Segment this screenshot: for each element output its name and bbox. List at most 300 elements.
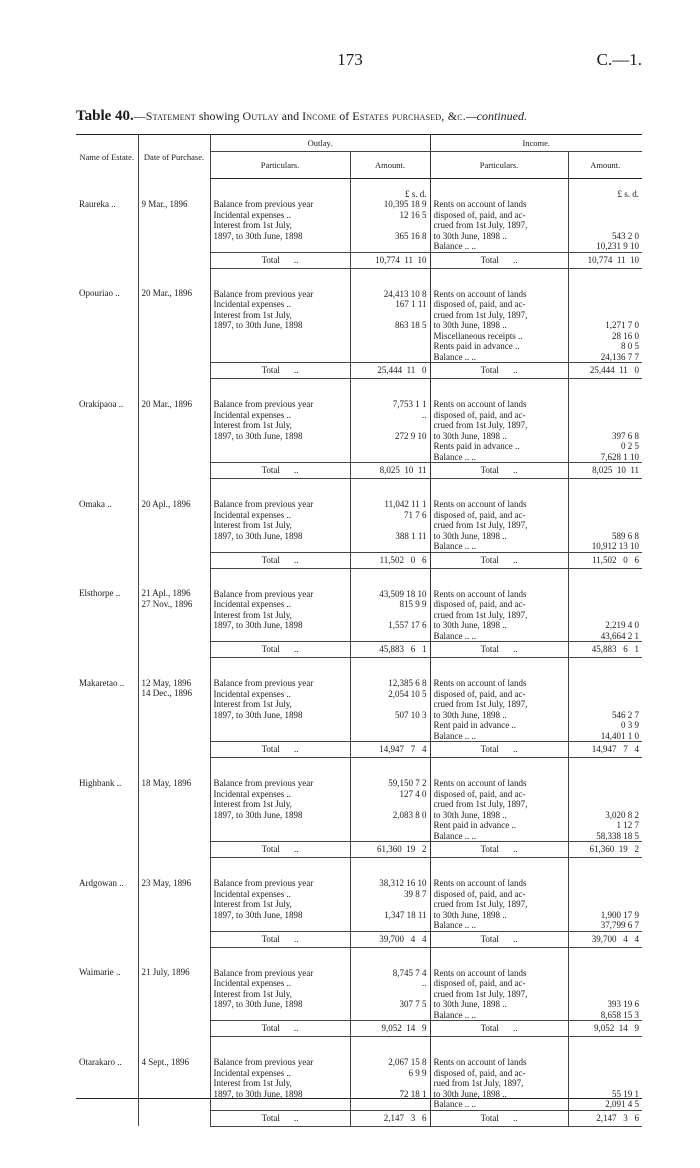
outlay-particular: Interest from 1st July, <box>213 1078 292 1088</box>
outlay-amounts <box>350 379 430 463</box>
income-amounts <box>568 568 642 642</box>
income-amount <box>572 678 640 689</box>
total-label-income: Total .. <box>430 931 568 947</box>
blank-cell <box>138 552 210 568</box>
blank-cell <box>76 931 138 947</box>
total-row <box>76 1021 642 1037</box>
estate-name: Ardgowan .. <box>79 877 124 888</box>
income-particular: to 30th June, 1898 .. <box>433 909 507 920</box>
income-amount <box>572 210 640 221</box>
income-amount <box>572 799 640 810</box>
title-and: and <box>278 109 303 123</box>
header-outlay-amount: Amount. <box>350 152 430 179</box>
income-particular: Balance .. .. <box>433 1099 476 1109</box>
income-particular: to 30th June, 1898 .. <box>433 999 507 1009</box>
income-amount <box>572 310 640 321</box>
outlay-particular: Balance from previous year <box>213 878 314 888</box>
blank-cell <box>76 363 138 379</box>
outlay-amount: 167 1 11 <box>395 299 427 309</box>
income-particular: disposed of, paid, and ac- <box>433 978 526 988</box>
income-particular: disposed of, paid, and ac- <box>433 509 526 520</box>
outlay-amount: 43,509 18 10 <box>379 588 427 599</box>
outlay-particular: Interest from 1st July, <box>213 699 292 709</box>
title-income: Income <box>302 109 337 123</box>
total-label-outlay: Total .. <box>210 463 350 479</box>
header-outlay-particulars: Particulars. <box>210 152 350 179</box>
income-particular: Balance .. .. <box>433 920 476 930</box>
outlay-amount: 10,395 18 9 <box>383 199 427 209</box>
income-amount: 0 3 9 <box>621 720 639 730</box>
blank-cell <box>76 552 138 568</box>
total-income: 9,052 14 9 <box>568 1021 642 1037</box>
income-particular: crued from 1st July, 1897, <box>433 520 528 530</box>
outlay-particular: Incidental expenses .. <box>213 299 291 309</box>
income-amount <box>572 778 640 789</box>
total-label-outlay: Total .. <box>210 1021 350 1037</box>
income-particular: disposed of, paid, and ac- <box>433 409 526 420</box>
income-amount: 8 0 5 <box>621 341 639 351</box>
outlay-amounts <box>350 947 430 1021</box>
outlay-particular: Incidental expenses .. <box>213 599 291 609</box>
total-row <box>76 642 642 658</box>
blank-cell <box>138 931 210 947</box>
outlay-particular: Balance from previous year <box>213 778 314 788</box>
estate-name: Omaka .. <box>79 498 112 509</box>
total-row <box>76 252 642 268</box>
estate-row <box>76 858 642 932</box>
income-particulars <box>430 658 568 742</box>
total-label-outlay: Total .. <box>210 742 350 758</box>
income-particular: crued from 1st July, 1897, <box>433 420 528 430</box>
total-income: 14,947 7 4 <box>568 742 642 758</box>
outlay-amount: 1,557 17 6 <box>388 620 427 630</box>
outlay-particular: Balance from previous year <box>213 399 314 409</box>
total-label-income: Total .. <box>430 842 568 858</box>
purchase-date: 21 Apl., 1896 <box>141 588 191 598</box>
outlay-amount: .. <box>422 978 427 988</box>
outlay-amount: 2,067 15 8 <box>388 1057 427 1067</box>
blank-cell <box>138 1021 210 1037</box>
income-amount: 2,091 4 5 <box>605 1099 639 1109</box>
leader-dots: .. <box>512 254 518 265</box>
purchase-date: 9 Mar., 1896 <box>141 198 188 209</box>
header-income-particulars: Particulars. <box>430 152 568 179</box>
outlay-particular: 1897, to 30th June, 1898 <box>213 809 303 820</box>
total-outlay: 25,444 11 0 <box>350 363 430 379</box>
income-amounts <box>568 179 642 253</box>
income-particular: Rent paid in advance .. <box>433 720 516 730</box>
total-label-income: Total .. <box>430 552 568 568</box>
purchase-date: 14 Dec., 1896 <box>141 688 192 698</box>
outlay-amount: 7,753 1 1 <box>392 399 427 409</box>
total-row <box>76 842 642 858</box>
total-income: 10,774 11 10 <box>568 252 642 268</box>
estate-row <box>76 268 642 363</box>
income-amount <box>572 499 640 510</box>
income-particular: Rents on account of lands <box>433 967 527 978</box>
estate-row <box>76 479 642 553</box>
total-outlay: 61,360 19 2 <box>350 842 430 858</box>
income-amounts <box>568 858 642 932</box>
estate-row <box>76 947 642 1021</box>
income-particular: to 30th June, 1898 .. <box>433 530 507 541</box>
page-number: 173 <box>337 50 363 69</box>
total-row <box>76 931 642 947</box>
outlay-amount <box>354 799 427 810</box>
income-amounts <box>568 658 642 742</box>
outlay-particular: 1897, to 30th June, 1898 <box>213 999 303 1009</box>
outlay-particular: Balance from previous year <box>213 199 314 209</box>
total-outlay: 39,700 4 4 <box>350 931 430 947</box>
outlay-particular: Incidental expenses .. <box>213 688 291 699</box>
outlay-amount: 11,042 11 1 <box>384 499 427 509</box>
outlay-amount: 72 18 1 <box>399 1088 427 1099</box>
outlay-amount: 12 16 5 <box>399 209 427 220</box>
income-amounts <box>568 268 642 363</box>
income-particular: crued from 1st July, 1897, <box>433 309 528 320</box>
outlay-particular: 1897, to 30th June, 1898 <box>213 709 303 720</box>
purchase-date-cell <box>138 568 210 642</box>
income-particulars <box>430 858 568 932</box>
outlay-particulars <box>210 268 350 363</box>
total-outlay: 10,774 11 10 <box>350 252 430 268</box>
outlay-particular: Incidental expenses .. <box>213 409 291 420</box>
income-amount: 10,231 9 10 <box>596 241 639 251</box>
outlay-particular: 1897, to 30th June, 1898 <box>213 230 303 241</box>
income-particular: Rents on account of lands <box>433 778 527 788</box>
total-label-income: Total .. <box>430 742 568 758</box>
outlay-particulars <box>210 379 350 463</box>
leader-dots: .. <box>293 644 299 655</box>
outlay-amount: 127 4 0 <box>399 788 427 799</box>
income-particular: to 30th June, 1898 .. <box>433 320 507 330</box>
blank-cell <box>76 1021 138 1037</box>
income-amount: 0 2 5 <box>621 441 639 451</box>
outlay-amount <box>354 699 427 710</box>
income-particular: Balance .. .. <box>433 351 476 362</box>
outlay-particulars <box>210 568 350 642</box>
outlay-amount: 8,745 7 4 <box>392 967 427 978</box>
outlay-amount <box>354 610 427 621</box>
outlay-particular: Interest from 1st July, <box>213 988 292 999</box>
estate-name: Makaretao .. <box>79 677 125 688</box>
income-amounts <box>568 947 642 1021</box>
total-row <box>76 463 642 479</box>
outlay-particular: 1897, to 30th June, 1898 <box>213 430 303 441</box>
outlay-particular: Incidental expenses .. <box>213 788 291 799</box>
income-amount <box>572 589 640 600</box>
income-particular: disposed of, paid, and ac- <box>433 688 526 699</box>
income-particular: crued from 1st July, 1897, <box>433 988 528 999</box>
estate-row <box>76 758 642 842</box>
outlay-amounts <box>350 758 430 842</box>
leader-dots: .. <box>293 1023 299 1034</box>
total-outlay: 9,052 14 9 <box>350 1021 430 1037</box>
blank-cell <box>138 742 210 758</box>
outlay-amount <box>354 989 427 1000</box>
income-particular: Rents on account of lands <box>433 678 527 688</box>
income-particular: crued from 1st July, 1897, <box>433 799 528 809</box>
income-amount: 546 2 7 <box>612 709 639 720</box>
estate-name: Otarakaro .. <box>79 1056 122 1067</box>
outlay-particular: Interest from 1st July, <box>213 309 292 320</box>
income-particular: Balance .. .. <box>433 630 476 641</box>
income-particular: Rents on account of lands <box>433 1057 527 1067</box>
outlay-particular: Incidental expenses .. <box>213 888 291 899</box>
income-particular: to 30th June, 1898 .. <box>433 709 507 720</box>
income-amount <box>572 689 640 700</box>
income-amount: 1 12 7 <box>616 820 639 830</box>
outlay-particular: 1897, to 30th June, 1898 <box>213 1088 303 1099</box>
income-particular: Rents on account of lands <box>433 499 527 509</box>
outlay-amounts <box>350 179 430 253</box>
income-particulars <box>430 758 568 842</box>
outlay-particular: Interest from 1st July, <box>213 799 292 809</box>
outlay-amount <box>354 899 427 910</box>
header-outlay: Outlay. <box>210 135 430 152</box>
income-particulars <box>430 568 568 642</box>
total-label-outlay: Total .. <box>210 363 350 379</box>
outlay-particular: Balance from previous year <box>213 678 314 688</box>
income-amount <box>572 968 640 979</box>
outlay-particular: 1897, to 30th June, 1898 <box>213 320 303 330</box>
income-amount <box>572 789 640 800</box>
income-amount: 3,020 8 2 <box>605 809 639 820</box>
purchase-date: 27 Nov., 1896 <box>141 598 193 609</box>
title-showing: showing <box>195 109 243 123</box>
income-amount: 37,799 6 7 <box>600 920 639 930</box>
leader-dots: .. <box>293 365 299 376</box>
outlay-particular: Incidental expenses .. <box>213 978 291 988</box>
income-amount: 8,658 15 3 <box>600 1009 639 1020</box>
total-row <box>76 552 642 568</box>
outlay-amount: 863 18 5 <box>395 320 427 330</box>
outlay-particular: Incidental expenses .. <box>213 209 291 220</box>
total-income: 61,360 19 2 <box>568 842 642 858</box>
income-amount: 589 6 8 <box>612 530 639 541</box>
outlay-particular: Incidental expenses .. <box>213 1067 291 1078</box>
purchase-date: 20 Mar., 1896 <box>141 398 192 409</box>
income-amount <box>572 989 640 1000</box>
outlay-particulars <box>210 479 350 553</box>
outlay-particulars <box>210 858 350 932</box>
income-particulars <box>430 179 568 253</box>
income-amount: 24,136 7 7 <box>600 351 639 362</box>
income-amount <box>572 220 640 231</box>
income-particular: Balance .. .. <box>433 241 476 251</box>
outlay-particular: Incidental expenses .. <box>213 509 291 520</box>
purchase-date-cell <box>138 758 210 842</box>
header-name: Name of Estate. <box>76 135 138 179</box>
income-particular: Balance .. .. <box>433 730 476 741</box>
leader-dots: .. <box>293 933 299 944</box>
income-amount <box>572 1068 640 1079</box>
outlay-particular: Balance from previous year <box>213 1057 314 1067</box>
blank-cell <box>138 463 210 479</box>
total-income: 8,025 10 11 <box>568 463 642 479</box>
purchase-date-cell <box>138 858 210 932</box>
income-particular: Rents on account of lands <box>433 399 527 409</box>
income-amount <box>572 1078 640 1089</box>
income-amount <box>572 289 640 300</box>
outlay-particular: Balance from previous year <box>213 588 314 599</box>
currency-header: £ s. d. <box>617 188 639 199</box>
total-income: 39,700 4 4 <box>568 931 642 947</box>
total-label-income: Total .. <box>430 252 568 268</box>
total-row <box>76 742 642 758</box>
income-amount: 58,338 18 5 <box>596 830 639 841</box>
income-amount: 7,628 1 10 <box>600 451 639 462</box>
income-particular: disposed of, paid, and ac- <box>433 599 526 609</box>
total-income: 45,883 6 1 <box>568 642 642 658</box>
purchase-date: 21 July, 1896 <box>141 967 190 977</box>
total-label-outlay: Total .. <box>210 642 350 658</box>
income-particular: crued from 1st July, 1897, <box>433 699 528 709</box>
outlay-amount: .. <box>422 409 427 420</box>
outlay-amount: 507 10 3 <box>395 709 427 720</box>
leader-dots: .. <box>512 744 518 755</box>
outlay-amount: 71 7 6 <box>404 509 427 520</box>
header-date: Date of Purchase. <box>138 135 210 179</box>
income-amount: 10,912 13 10 <box>591 541 639 551</box>
estate-row <box>76 658 642 742</box>
total-label-outlay: Total .. <box>210 552 350 568</box>
outlay-amount: 38,312 16 10 <box>379 878 427 888</box>
blank-cell <box>138 642 210 658</box>
outlay-particular: Interest from 1st July, <box>213 420 292 430</box>
blank-cell <box>76 463 138 479</box>
income-amount: 397 6 8 <box>612 430 639 441</box>
blank-cell <box>138 842 210 858</box>
outlay-particulars <box>210 179 350 253</box>
outlay-amounts <box>350 268 430 363</box>
title-dash: — <box>133 109 146 123</box>
estate-row <box>76 379 642 463</box>
purchase-date-cell <box>138 268 210 363</box>
income-particular: Miscellaneous receipts .. <box>433 330 523 341</box>
leader-dots: .. <box>512 644 518 655</box>
leader-dots: .. <box>512 465 518 476</box>
income-particular: Rent paid in advance .. <box>433 820 516 830</box>
income-amounts <box>568 758 642 842</box>
income-amount: 2,219 4 0 <box>605 620 639 630</box>
income-amount <box>572 199 640 210</box>
total-outlay: 8,025 10 11 <box>350 463 430 479</box>
outlay-amounts <box>350 658 430 742</box>
income-particular: to 30th June, 1898 .. <box>433 230 507 241</box>
income-amounts <box>568 479 642 553</box>
total-label-outlay: Total .. <box>210 931 350 947</box>
income-particulars <box>430 479 568 553</box>
outlay-amount <box>354 520 427 531</box>
blank-cell <box>76 252 138 268</box>
estate-name: Elsthorpe .. <box>79 588 121 598</box>
income-particular: disposed of, paid, and ac- <box>433 888 526 899</box>
total-label-income: Total .. <box>430 1021 568 1037</box>
income-particulars <box>430 268 568 363</box>
income-amount <box>572 420 640 431</box>
outlay-particulars <box>210 658 350 742</box>
income-particular: Rents on account of lands <box>433 288 527 299</box>
outlay-particular: Interest from 1st July, <box>213 220 292 230</box>
income-amount <box>572 878 640 889</box>
income-amount: 14,401 1 0 <box>600 730 639 741</box>
blank-cell <box>138 1110 210 1126</box>
income-particular: Balance .. .. <box>433 830 476 841</box>
outlay-particular: 1897, to 30th June, 1898 <box>213 620 303 630</box>
leader-dots: .. <box>512 1112 518 1123</box>
estate-name: Orakipaoa .. <box>79 398 124 409</box>
income-amount: 28 16 0 <box>612 330 639 341</box>
estates-table <box>76 134 642 1127</box>
income-amount: 393 19 6 <box>607 999 639 1009</box>
document-reference: C.—1. <box>596 50 642 69</box>
outlay-particular: 1897, to 30th June, 1898 <box>213 530 303 541</box>
income-amount <box>572 599 640 610</box>
estate-name: Opouriao .. <box>79 288 120 298</box>
income-particular: Balance .. .. <box>433 451 476 462</box>
title-statement: Statement <box>145 109 196 123</box>
leader-dots: .. <box>512 365 518 376</box>
outlay-particular: Interest from 1st July, <box>213 899 292 909</box>
outlay-particulars <box>210 758 350 842</box>
leader-dots: .. <box>512 554 518 565</box>
income-amount <box>572 978 640 989</box>
income-particular: to 30th June, 1898 .. <box>433 620 507 630</box>
total-outlay: 2,147 3 6 <box>350 1110 430 1126</box>
income-amounts <box>568 379 642 463</box>
outlay-amount: 2,054 10 5 <box>388 688 427 699</box>
total-row <box>76 363 642 379</box>
estate-name: Highbank .. <box>79 777 122 788</box>
income-amount <box>572 520 640 531</box>
income-particular: Rents on account of lands <box>433 878 527 888</box>
purchase-date-cell <box>138 947 210 1021</box>
total-row <box>76 1110 642 1126</box>
purchase-date: 4 Sept., 1896 <box>141 1056 190 1067</box>
income-amount <box>572 510 640 521</box>
leader-dots: .. <box>293 744 299 755</box>
total-label-income: Total .. <box>430 1110 568 1126</box>
outlay-amount: 24,413 10 8 <box>383 288 427 299</box>
outlay-amount: 39 8 7 <box>404 888 427 899</box>
total-income: 25,444 11 0 <box>568 363 642 379</box>
title-estates: Estates purchased, &c. <box>352 109 466 123</box>
outlay-amount: 365 16 8 <box>395 230 427 241</box>
total-outlay: 14,947 7 4 <box>350 742 430 758</box>
income-amount: 55 19 1 <box>612 1088 639 1099</box>
total-income: 11,502 0 6 <box>568 552 642 568</box>
outlay-amount: 815 9 9 <box>399 599 427 609</box>
outlay-amount: 59,150 7 2 <box>388 778 427 788</box>
purchase-date-cell <box>138 179 210 253</box>
total-outlay: 11,502 0 6 <box>350 552 430 568</box>
blank-cell <box>76 842 138 858</box>
title-continued: —continued. <box>465 109 527 123</box>
leader-dots: .. <box>512 933 518 944</box>
estate-row <box>76 179 642 253</box>
income-particular: to 30th June, 1898 .. <box>433 809 507 820</box>
income-particular: Balance .. .. <box>433 1009 476 1020</box>
income-amount <box>572 1057 640 1068</box>
total-label-income: Total .. <box>430 363 568 379</box>
income-amount: 1,271 7 0 <box>605 320 639 330</box>
estate-row <box>76 568 642 642</box>
income-particular: disposed of, paid, and ac- <box>433 209 526 220</box>
total-income: 2,147 3 6 <box>568 1110 642 1126</box>
outlay-amount <box>354 310 427 321</box>
purchase-date: 20 Mar., 1896 <box>141 288 192 298</box>
